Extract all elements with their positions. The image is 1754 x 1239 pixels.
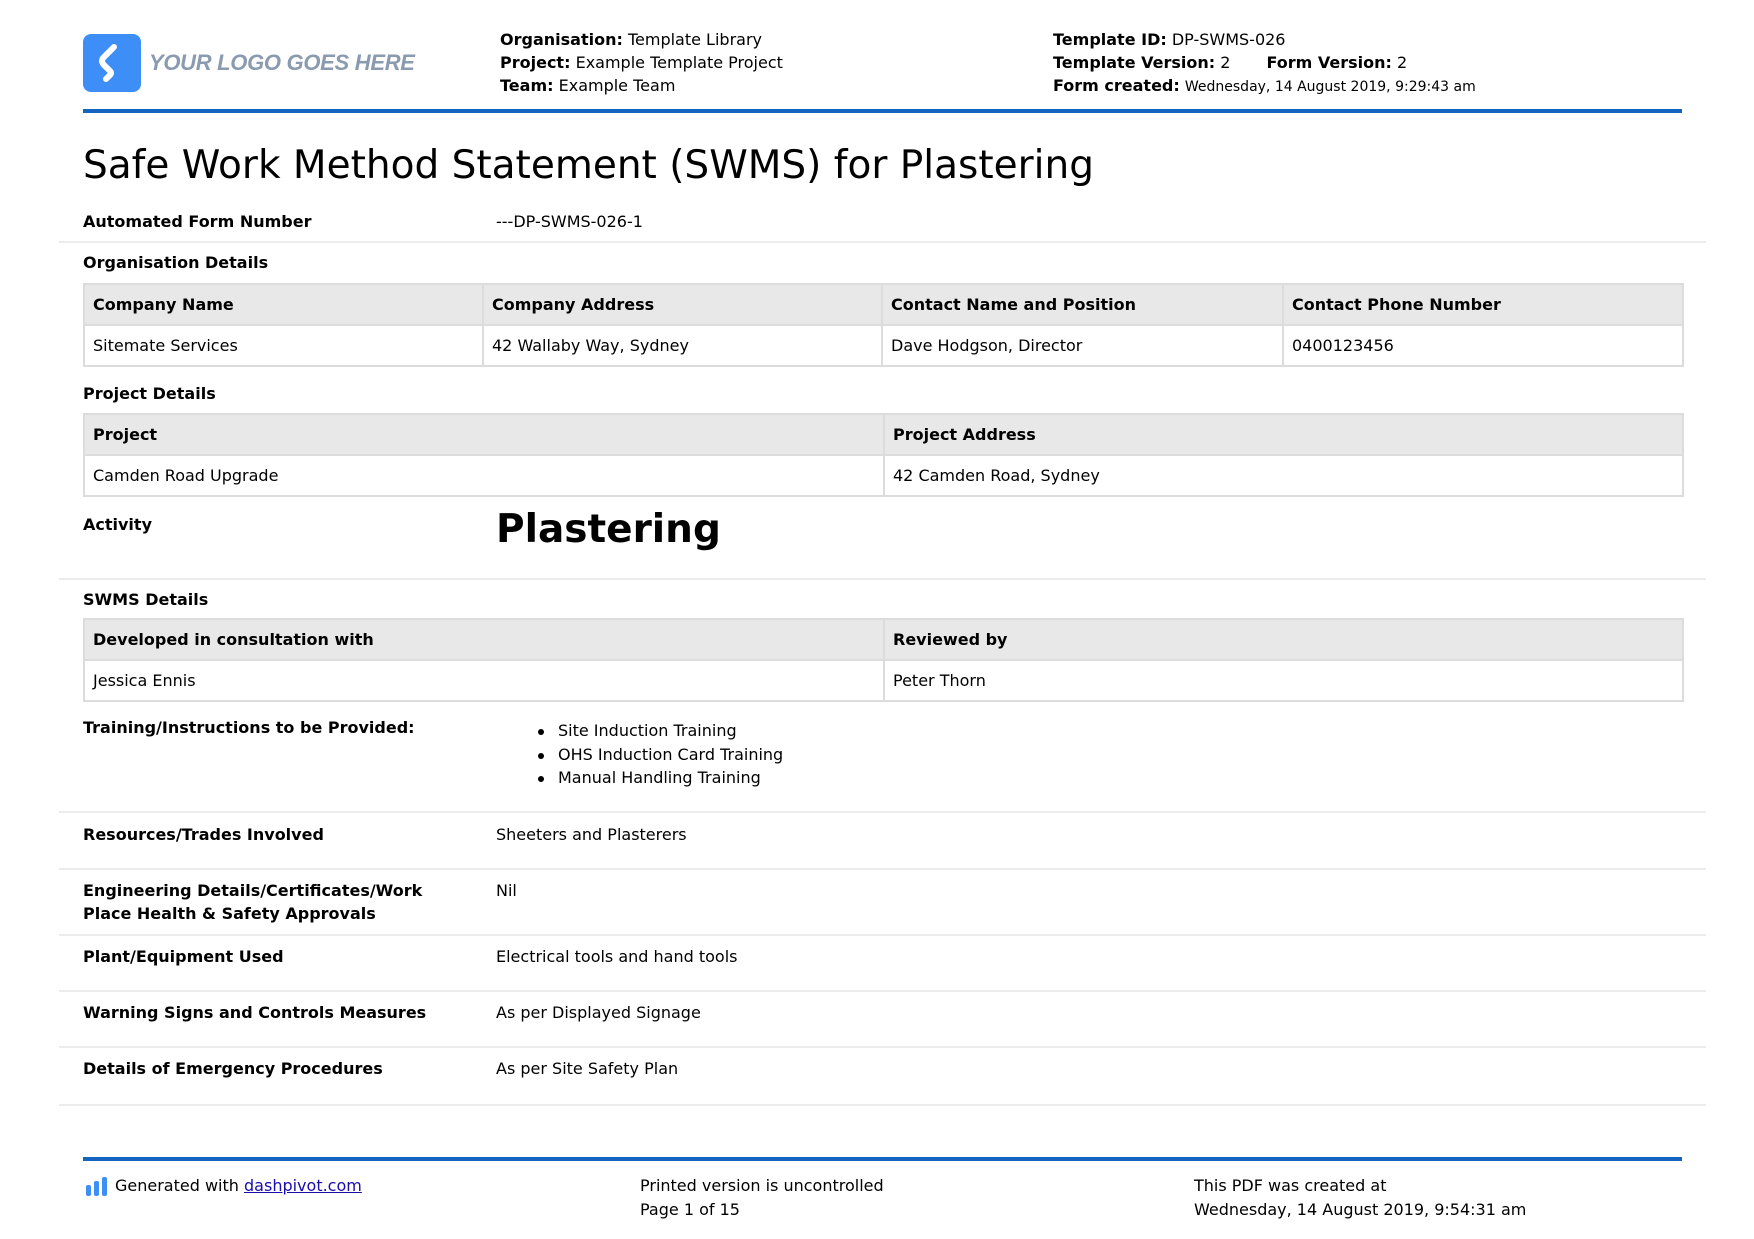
page-number: Page 1 of 15 [640, 1200, 740, 1219]
row-divider [59, 868, 1706, 870]
row-divider [59, 578, 1706, 580]
footer-generated [86, 1174, 362, 1198]
form-number-label: Automated Form Number [83, 212, 312, 231]
dashpivot-icon [86, 1176, 107, 1196]
engineering-value: Nil [496, 881, 517, 900]
page-title: Safe Work Method Statement (SWMS) for Plastering [83, 143, 1094, 188]
footer-created [1194, 1174, 1526, 1222]
engineering-label-line: Place Health & Safety Approvals [83, 904, 376, 923]
column-header: Project [84, 414, 884, 455]
table-row [84, 455, 1683, 496]
project-label: Project: [500, 53, 571, 72]
organisation-label: Organisation: [500, 30, 623, 49]
row-divider [59, 241, 1706, 243]
team-label: Team: [500, 76, 554, 95]
row-divider [59, 990, 1706, 992]
company-name-cell: Sitemate Services [84, 325, 483, 366]
form-created-value: Wednesday, 14 August 2019, 9:29:43 am [1184, 79, 1476, 95]
training-list [558, 719, 783, 790]
list-item: Manual Handling Training [558, 766, 783, 790]
template-version-label: Template Version: [1053, 53, 1216, 72]
activity-label: Activity [83, 515, 152, 534]
created-line: This PDF was created at [1194, 1176, 1387, 1195]
logo-text: YOUR LOGO GOES HERE [149, 50, 415, 75]
footer-divider [83, 1157, 1682, 1161]
contact-name-cell: Dave Hodgson, Director [882, 325, 1283, 366]
uncontrolled-note: Printed version is uncontrolled [640, 1176, 884, 1195]
column-header: Reviewed by [884, 619, 1683, 660]
column-header: Project Address [884, 414, 1683, 455]
header-meta-right [1053, 28, 1476, 99]
created-timestamp: Wednesday, 14 August 2019, 9:54:31 am [1194, 1200, 1527, 1219]
table-header-row [84, 414, 1683, 455]
training-label: Training/Instructions to be Provided: [83, 718, 415, 737]
organisation-details-table [83, 283, 1684, 367]
dashpivot-link[interactable]: dashpivot.com [244, 1176, 362, 1195]
project-cell: Camden Road Upgrade [84, 455, 884, 496]
header-meta-left [500, 28, 783, 97]
resources-value: Sheeters and Plasterers [496, 825, 687, 844]
emergency-value: As per Site Safety Plan [496, 1059, 679, 1078]
form-number-value: ---DP-SWMS-026-1 [496, 212, 643, 231]
column-header: Contact Name and Position [882, 284, 1283, 325]
swms-details-heading: SWMS Details [83, 590, 209, 609]
list-item: Site Induction Training [558, 719, 783, 743]
row-divider [59, 934, 1706, 936]
warning-label: Warning Signs and Controls Measures [83, 1003, 427, 1022]
row-divider [59, 1046, 1706, 1048]
generated-prefix: Generated with [115, 1176, 239, 1195]
column-header: Company Address [483, 284, 882, 325]
column-header: Developed in consultation with [84, 619, 884, 660]
plant-label: Plant/Equipment Used [83, 947, 284, 966]
form-created-label: Form created: [1053, 76, 1180, 95]
reviewed-by-cell: Peter Thorn [884, 660, 1683, 701]
plant-value: Electrical tools and hand tools [496, 947, 738, 966]
project-address-cell: 42 Camden Road, Sydney [884, 455, 1683, 496]
warning-value: As per Displayed Signage [496, 1003, 701, 1022]
project-value: Example Template Project [575, 53, 783, 72]
form-version-label: Form Version: [1266, 53, 1392, 72]
team-value: Example Team [558, 76, 676, 95]
swms-details-table [83, 618, 1684, 702]
table-header-row [84, 284, 1683, 325]
list-item: OHS Induction Card Training [558, 743, 783, 767]
row-divider [59, 1104, 1706, 1106]
template-id-label: Template ID: [1053, 30, 1167, 49]
project-details-table [83, 413, 1684, 497]
header-divider [83, 109, 1682, 113]
page-header [83, 28, 1682, 112]
row-divider [59, 811, 1706, 813]
table-row [84, 325, 1683, 366]
organisation-details-heading: Organisation Details [83, 253, 269, 272]
template-version-value: 2 [1220, 53, 1231, 72]
logo [83, 34, 415, 92]
consultation-cell: Jessica Ennis [84, 660, 884, 701]
engineering-label-line: Engineering Details/Certificates/Work [83, 881, 423, 900]
footer-status [640, 1174, 884, 1222]
column-header: Contact Phone Number [1283, 284, 1683, 325]
logo-icon [83, 34, 141, 92]
activity-value: Plastering [496, 507, 721, 552]
project-details-heading: Project Details [83, 384, 216, 403]
engineering-label [83, 879, 422, 925]
form-version-value: 2 [1396, 53, 1408, 72]
template-id-value: DP-SWMS-026 [1171, 30, 1286, 49]
emergency-label: Details of Emergency Procedures [83, 1059, 383, 1078]
contact-phone-cell: 0400123456 [1283, 325, 1683, 366]
column-header: Company Name [84, 284, 483, 325]
table-header-row [84, 619, 1683, 660]
resources-label: Resources/Trades Involved [83, 825, 324, 844]
organisation-value: Template Library [627, 30, 762, 49]
company-address-cell: 42 Wallaby Way, Sydney [483, 325, 882, 366]
table-row [84, 660, 1683, 701]
